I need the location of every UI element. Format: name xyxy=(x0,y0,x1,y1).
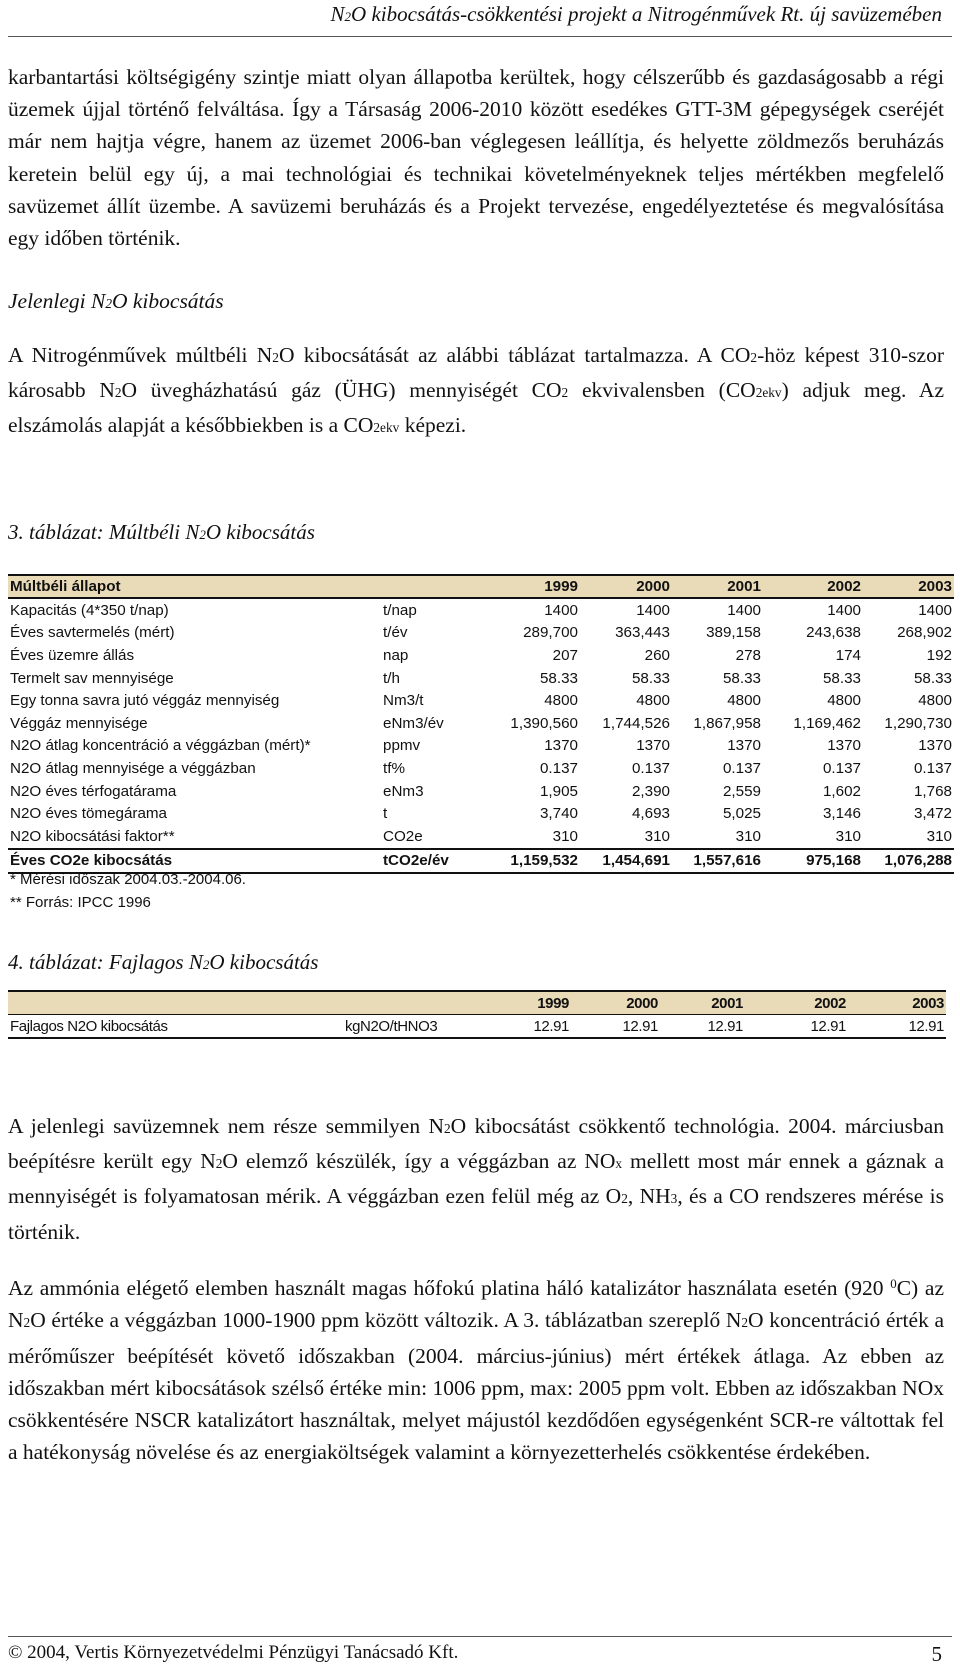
table3-header-cell xyxy=(381,575,496,598)
table3-row xyxy=(8,598,954,622)
footer-copyright: © 2004, Vertis Környezetvédelmi Pénzügyi Tanácsadó Kft. xyxy=(8,1642,459,1663)
table3-row xyxy=(8,780,954,803)
table4-cell: 12.91 xyxy=(491,1015,571,1039)
table3-cell: 310 xyxy=(552,827,578,845)
table3-cell: 1400 xyxy=(636,601,670,619)
table3-header-cell: 2003 xyxy=(863,575,954,598)
table3-cell: 310 xyxy=(644,827,670,845)
table4-row xyxy=(8,1015,946,1039)
table3-cell: 1,602 xyxy=(822,782,861,800)
table3-cell: 1,390,560 xyxy=(510,714,578,732)
table3-cell: 0.137 xyxy=(539,759,578,777)
table3-cell: 4800 xyxy=(636,692,670,710)
table3-cell: 0.137 xyxy=(822,759,861,777)
table4-header-row xyxy=(8,991,946,1015)
table3-cell: 4800 xyxy=(918,692,952,710)
table3-cell: N2O éves tömegárama xyxy=(10,805,168,823)
table3-header-cell: 1999 xyxy=(496,575,580,598)
table3-cell: 4800 xyxy=(827,692,861,710)
page-number: 5 xyxy=(931,1642,942,1666)
table3-row xyxy=(8,622,954,645)
table3-cell: 1400 xyxy=(544,601,578,619)
paragraph-4: Az ammónia elégető elemben használt magas hőfokú platina háló katalizátor használata esetén (920 $^0$C) az N2O értéke a véggázban 1000-1900 ppm között változik. A 3. táblázatban szereplő N2O koncentráció érték a mérőműszer beépítését követő időszakban (2004. március-június) mért értékek átlaga. Az ebben az időszakban mért kibocsátások szélső értéke min: 1006 ppm, max: 2005 ppm volt. Ebben az időszakban NOx csökkentésére NSCR katalizátort használtak, melyet májustól kezdődően egységenként SCR-re váltottak fel a hatékonyság növelése és az energiaköltségek valamint a környezetterhelés csökkentése érdekében. xyxy=(8,1276,945,1465)
header-divider xyxy=(8,36,952,37)
table3-cell: 1,867,958 xyxy=(693,714,761,732)
table3-cell: CO2e xyxy=(383,827,423,845)
table3-cell: 58.33 xyxy=(539,669,578,687)
section-heading: Jelenlegi N2O kibocsátás xyxy=(8,289,224,313)
table3-cell: t/h xyxy=(383,669,400,687)
table3-cell: 207 xyxy=(552,646,578,664)
table3-cell: 243,638 xyxy=(806,624,861,642)
table3-cell: 1370 xyxy=(827,737,861,755)
table3-note-2: ** Forrás: IPCC 1996 xyxy=(10,894,151,911)
table3-row xyxy=(8,802,954,825)
table3-total-cell: Éves CO2e kibocsátás xyxy=(8,849,381,873)
table3-cell: Éves üzemre állás xyxy=(10,646,135,664)
table3-header-cell: Múltbéli állapot xyxy=(8,575,381,598)
table3-cell: Nm3/t xyxy=(383,692,424,710)
table3-cell: 4800 xyxy=(727,692,761,710)
table4-header-cell: 1999 xyxy=(491,991,571,1015)
table3-cell: 1370 xyxy=(544,737,578,755)
table3-cell: eNm3/év xyxy=(383,714,444,732)
table3-note-1: * Mérési időszak 2004.03.-2004.06. xyxy=(10,871,246,888)
table3-row xyxy=(8,735,954,758)
table4-cell: 12.91 xyxy=(745,1015,848,1039)
table3-total-cell: 1,159,532 xyxy=(496,849,580,873)
paragraph-2: A Nitrogénművek múltbéli N2O kibocsátását az alábbi táblázat tartalmazza. A CO2-höz képest 310-szor károsabb N2O üvegházhatású gáz (ÜHG) mennyiségét CO2 ekvivalensben (CO2ekv) adjuk meg. Az elszámolás alapját a későbbiekben is a CO2ekv képezi. xyxy=(8,343,945,438)
table3-cell: 0.137 xyxy=(722,759,761,777)
table4-header-cell xyxy=(343,991,491,1015)
paragraph-1: karbantartási költségigény szintje miatt olyan állapotba kerültek, hogy célszerűbb és gazdaságosabb a régi üzemek újjal történő felváltása. Így a Társaság 2006-2010 között esedékes GTT-3M gépegységek cseréjét már nem hajtja végre, hanem az üzemet 2006-ban véglegesen leállítja, és helyette zöldmezős beruházás keretein belül egy új, a mai technológiai és technikai követelményeknek teljes mértékben megfelelő savüzemet állít üzembe. A savüzemi beruházás és a Projekt tervezése, engedélyeztetése és megvalósítása egy időben történik. xyxy=(8,65,944,251)
table3-total-cell: 1,454,691 xyxy=(580,849,672,873)
table4-caption: 4. táblázat: Fajlagos N2O kibocsátás xyxy=(8,950,319,974)
table4-cell: 12.91 xyxy=(571,1015,660,1039)
table3-cell: tf% xyxy=(383,759,405,777)
table3-cell: 310 xyxy=(835,827,861,845)
table3-cell: N2O átlag mennyisége a véggázban xyxy=(10,759,256,777)
table3-cell: t/év xyxy=(383,624,408,642)
table3-cell: 1370 xyxy=(727,737,761,755)
table3-total-cell: tCO2e/év xyxy=(381,849,496,873)
table3-cell: 192 xyxy=(926,646,952,664)
table3-row xyxy=(8,644,954,667)
table3-cell: 0.137 xyxy=(631,759,670,777)
table3-header-cell: 2002 xyxy=(763,575,863,598)
table3-row xyxy=(8,689,954,712)
table4-cell: kgN2O/tHNO3 xyxy=(343,1015,491,1039)
table3-cell: N2O kibocsátási faktor** xyxy=(10,827,175,845)
table3-cell: 2,559 xyxy=(722,782,761,800)
table4-header-cell: 2000 xyxy=(571,991,660,1015)
table3-row xyxy=(8,757,954,780)
table3-total-cell: 975,168 xyxy=(763,849,863,873)
table3-cell: 3,472 xyxy=(913,805,952,823)
table3-cell: 4,693 xyxy=(631,805,670,823)
table3-cell: 1400 xyxy=(918,601,952,619)
table3-cell: 363,443 xyxy=(615,624,670,642)
table3-row xyxy=(8,825,954,849)
table3-cell: Egy tonna savra jutó véggáz mennyiség xyxy=(10,692,280,710)
table3-cell: 58.33 xyxy=(631,669,670,687)
table3-cell: 58.33 xyxy=(722,669,761,687)
table3-cell: 58.33 xyxy=(913,669,952,687)
table3-cell: Véggáz mennyisége xyxy=(10,714,148,732)
table3-cell: eNm3 xyxy=(383,782,424,800)
table4-header-cell: 2001 xyxy=(660,991,745,1015)
header-title: N2O kibocsátás-csökkentési projekt a Nitrogénművek Rt. új savüzemében xyxy=(330,2,942,26)
table3-cell: ppmv xyxy=(383,737,421,755)
table3-cell: 1400 xyxy=(727,601,761,619)
table3-cell: 3,146 xyxy=(822,805,861,823)
table3-cell: 1,169,462 xyxy=(793,714,861,732)
table3-cell: 0.137 xyxy=(913,759,952,777)
table3-cell: 1370 xyxy=(636,737,670,755)
table3-cell: 58.33 xyxy=(822,669,861,687)
table4-header-cell xyxy=(8,991,343,1015)
table3-cell: 4800 xyxy=(544,692,578,710)
table4-cell: 12.91 xyxy=(660,1015,745,1039)
table4-cell: 12.91 xyxy=(848,1015,946,1039)
table4-header-cell: 2002 xyxy=(745,991,848,1015)
table3-cell: nap xyxy=(383,646,409,664)
table3-cell: 1370 xyxy=(918,737,952,755)
table3-cell: N2O átlag koncentráció a véggázban (mért)* xyxy=(10,737,311,755)
table3-cell: 5,025 xyxy=(722,805,761,823)
table3-cell: 260 xyxy=(644,646,670,664)
table3-cell: 1,768 xyxy=(913,782,952,800)
table3-cell: Termelt sav mennyisége xyxy=(10,669,174,687)
table3-cell: t/nap xyxy=(383,601,417,619)
page-header xyxy=(0,0,960,38)
footer-divider xyxy=(8,1636,952,1637)
table3-caption: 3. táblázat: Múltbéli N2O kibocsátás xyxy=(8,520,315,544)
table4-header-cell: 2003 xyxy=(848,991,946,1015)
table3-cell: t xyxy=(383,805,388,823)
table3-row xyxy=(8,712,954,735)
table3-cell: 310 xyxy=(926,827,952,845)
table3-cell: Kapacitás (4*350 t/nap) xyxy=(10,601,169,619)
table3-cell: 289,700 xyxy=(523,624,578,642)
table3-cell: N2O éves térfogatárama xyxy=(10,782,177,800)
table3-header-cell: 2000 xyxy=(580,575,672,598)
table3-total-row xyxy=(8,849,954,873)
table3-cell: 1400 xyxy=(827,601,861,619)
table3-header-row xyxy=(8,575,954,598)
table4-cell: Fajlagos N2O kibocsátás xyxy=(8,1015,343,1039)
table3-cell: 268,902 xyxy=(897,624,952,642)
table3-header-cell: 2001 xyxy=(672,575,763,598)
table3-cell: 278 xyxy=(735,646,761,664)
table-3 xyxy=(8,574,954,874)
table3-cell: 1,290,730 xyxy=(884,714,952,732)
table3-cell: 1,905 xyxy=(539,782,578,800)
table-4 xyxy=(8,990,946,1039)
table3-cell: 389,158 xyxy=(706,624,761,642)
table3-cell: 174 xyxy=(835,646,861,664)
table3-row xyxy=(8,667,954,690)
paragraph-3: A jelenlegi savüzemnek nem része semmilyen N2O kibocsátást csökkentő technológia. 2004. márciusban beépítésre került egy N2O elemző készülék, így a véggázban az NOx mellett most már ennek a gáznak a mennyiségét is folyamatosan mérik. A véggázban ezen felül még az O2, NH3, és a CO rendszeres mérése is történik. xyxy=(8,1114,944,1244)
table3-cell: 2,390 xyxy=(631,782,670,800)
table3-cell: Éves savtermelés (mért) xyxy=(10,624,175,642)
table3-total-cell: 1,557,616 xyxy=(672,849,763,873)
table3-cell: 3,740 xyxy=(539,805,578,823)
table3-cell: 310 xyxy=(735,827,761,845)
table3-total-cell: 1,076,288 xyxy=(863,849,954,873)
table3-cell: 1,744,526 xyxy=(602,714,670,732)
